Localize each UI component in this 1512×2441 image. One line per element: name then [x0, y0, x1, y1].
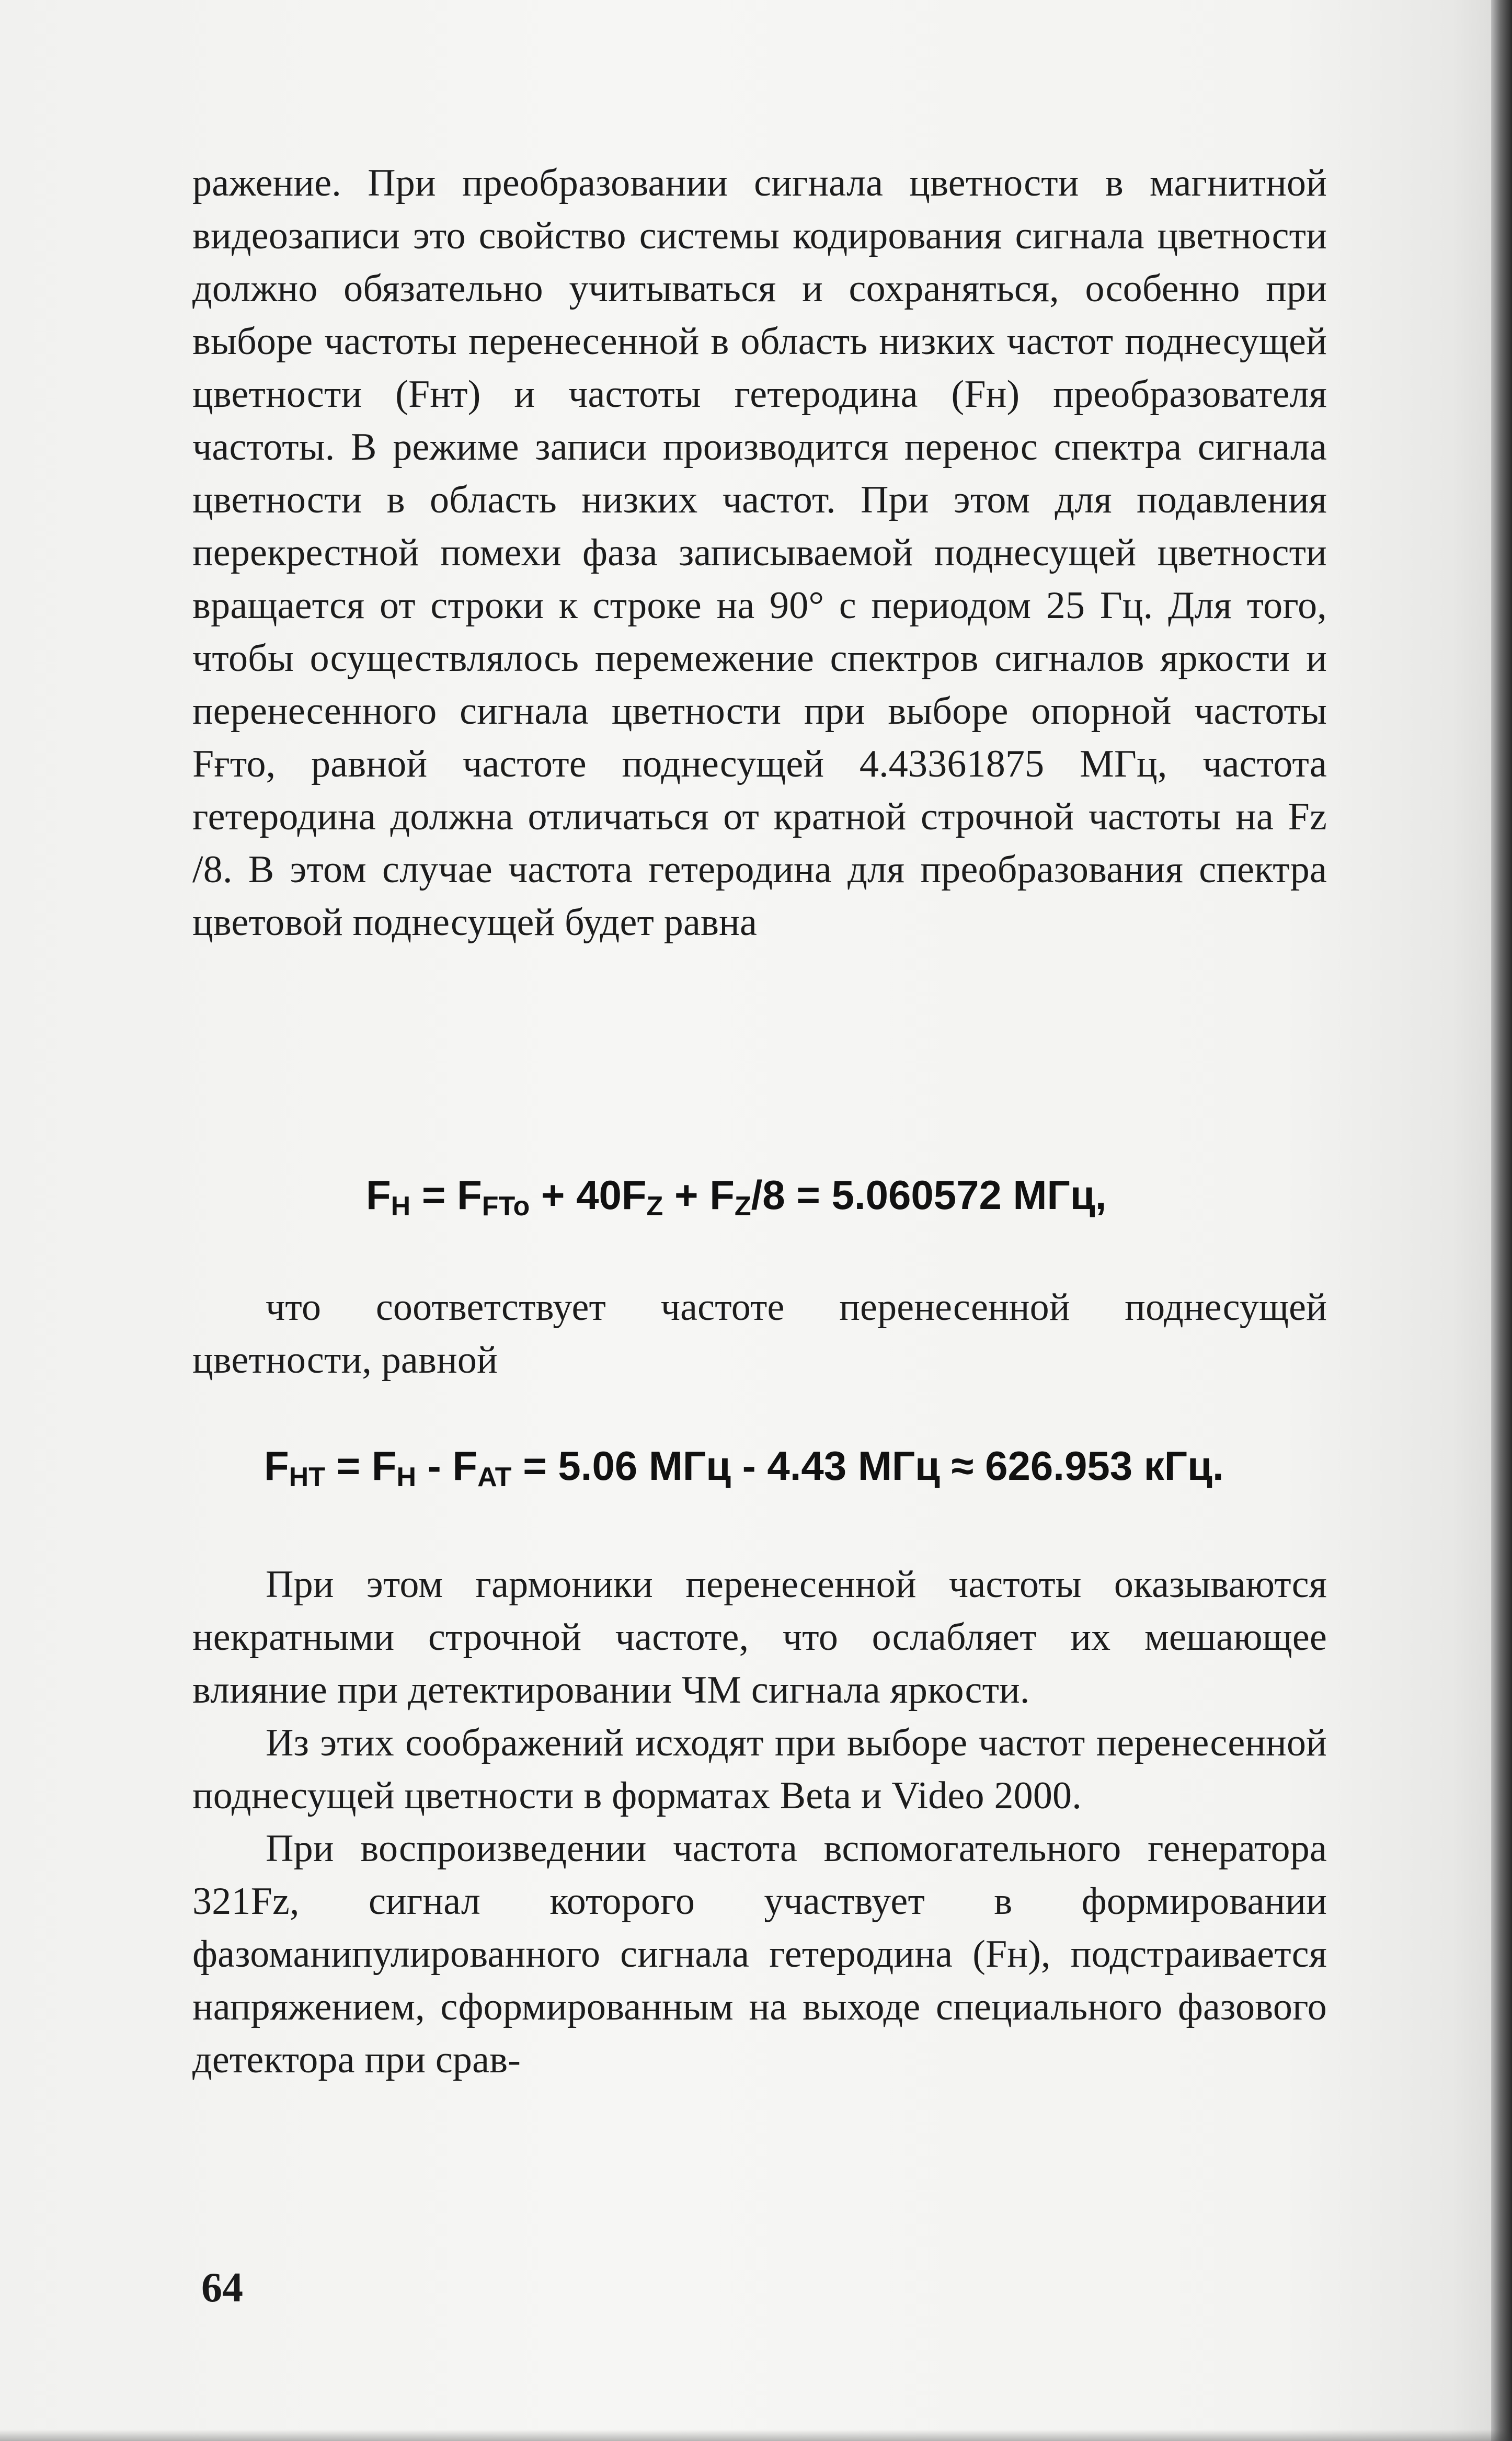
paragraph-3: При этом гармоники перенесенной частоты оказываются некратными строчной частоте, что ослабляет их мешающее влияние при детектировании ЧМ сигнала яркости. — [192, 1563, 1327, 1712]
page-number: 64 — [201, 2265, 243, 2311]
paragraph-4: Из этих соображений исходят при выборе частот перенесенной поднесущей цветности в форматах Beta и Video 2000. — [192, 1721, 1327, 1817]
paragraph-block-3 — [192, 1558, 1327, 2086]
paragraph-2: что соответствует частоте перенесенной поднесущей цветности, равной — [192, 1286, 1327, 1382]
formula-heterodyne-frequency: $F_H = F_{FTo} + 40F_Z + F_Z/8 = 5.060572$ МГц, — [366, 1172, 1107, 1222]
paragraph-1: ражение. При преобразовании сигнала цветности в магнитной видеозаписи это свойство системы кодирования сигнала цветности должно обязательно учитываться и сохраняться, особенно при выборе частоты перенесенной в область низких частот поднесущей цветности (Fнт) и частоты гетеродина (Fн) преобразователя частоты. В режиме записи производится перенос спектра сигнала цветности в область низких частот. При этом для подавления перекрестной помехи фаза записываемой поднесущей цветности вращается от строки к строке на 90° с периодом 25 Гц. Для того, чтобы осуществлялось перемежение спектров сигналов яркости и перенесенного сигнала цветности при выборе опорной частоты Fғто, равной частоте поднесущей 4.43361875 МГц, частота гетеродина должна отличаться от кратной строчной частоты на Fz /8. В этом случае частота гетеродина для преобразования спектра цветовой поднесущей будет равна — [192, 162, 1327, 944]
paragraph-block-1 — [192, 157, 1327, 949]
page-binding-shadow — [1491, 0, 1512, 2441]
paragraph-5: При воспроизведении частота вспомогательного генератора 321Fz, сигнал которого участвует в формировании фазоманипулированного сигнала гетеродина (Fн), подстраивается напряжением, сформированным на выходе специального фазового детектора при срав- — [192, 1827, 1327, 2081]
formula-transferred-subcarrier: $F_{HT} = F_H - F_{AT} = 5.06$ МГц - 4.43 МГц ≈ 626.953 кГц. — [264, 1443, 1224, 1492]
page-bottom-shadow — [0, 2429, 1512, 2441]
paragraph-block-2 — [192, 1281, 1327, 1387]
